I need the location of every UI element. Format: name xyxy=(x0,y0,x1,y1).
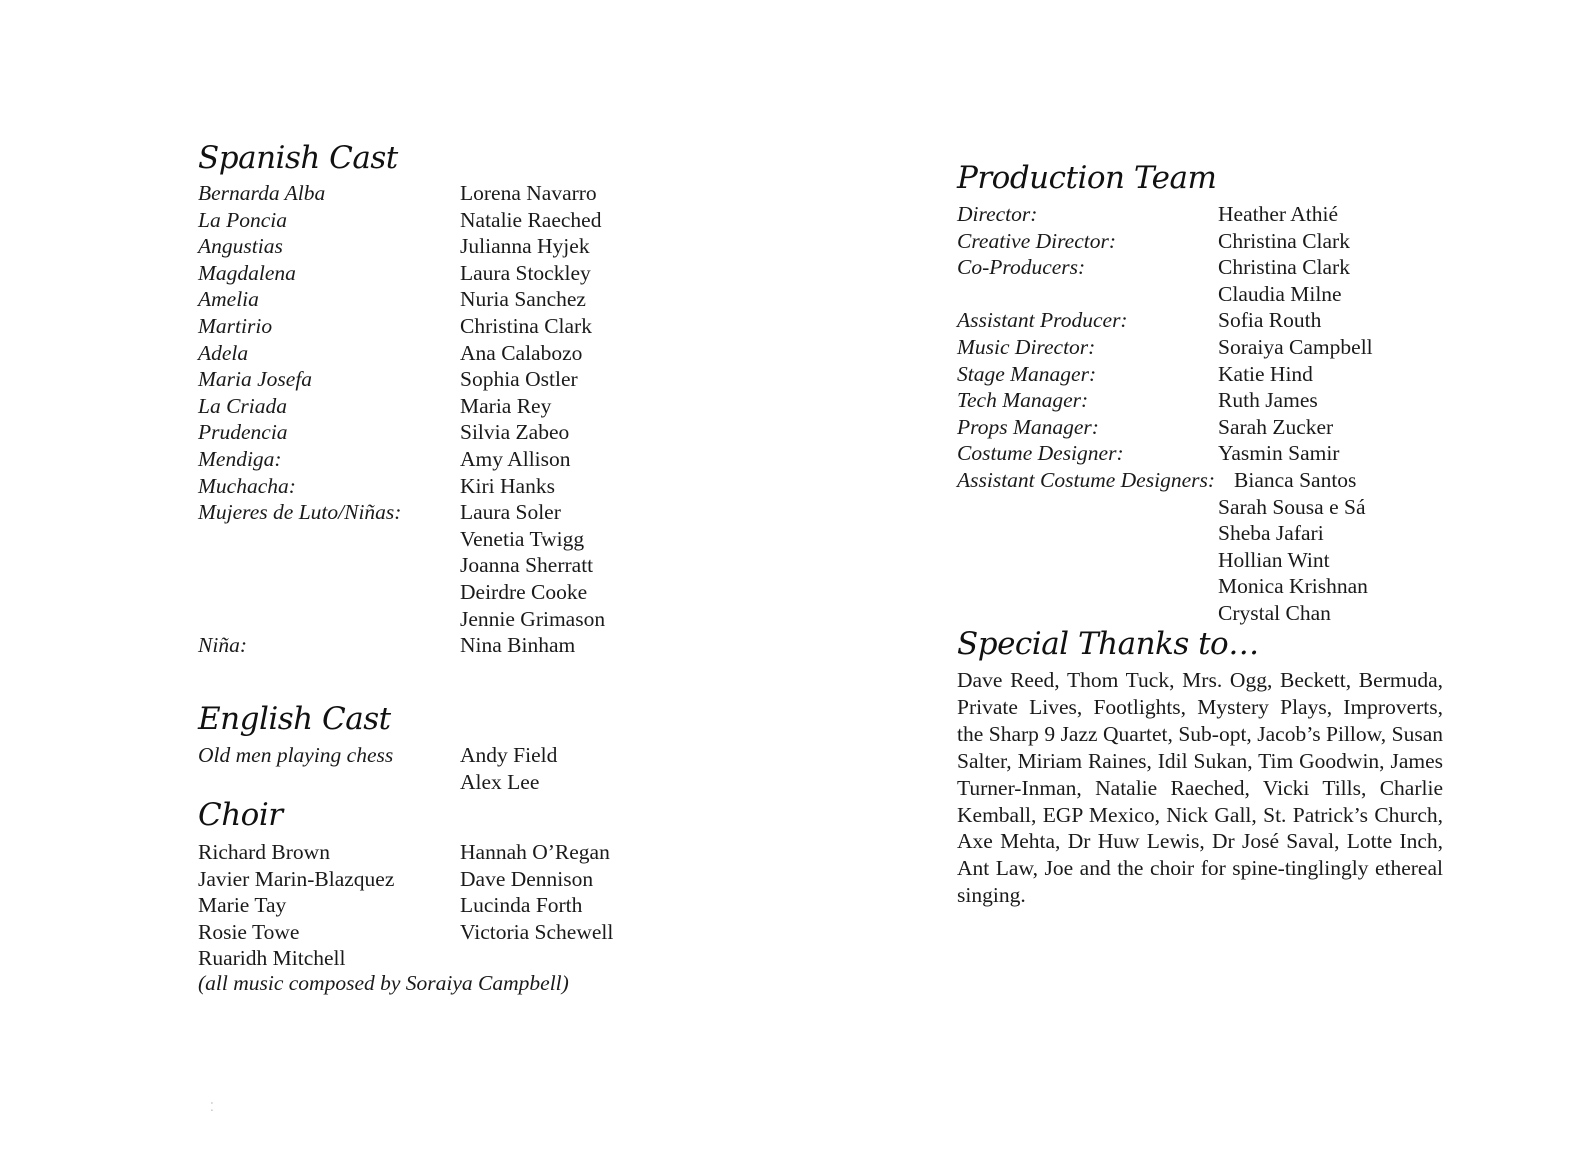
cast-role: Niña: xyxy=(198,633,247,658)
cast-row xyxy=(198,526,638,553)
crew-row xyxy=(957,307,1427,334)
cast-name: Lorena Navarro xyxy=(460,181,597,205)
cast-name: Nina Binham xyxy=(460,633,576,658)
cast-role: Mendiga: xyxy=(198,446,282,471)
cast-role: Bernarda Alba xyxy=(198,181,326,205)
choir-row xyxy=(198,839,638,866)
cast-role: Angustias xyxy=(198,234,283,259)
cast-role: Prudencia xyxy=(198,420,288,445)
crew-row xyxy=(957,387,1427,414)
special-thanks-text: Dave Reed, Thom Tuck, Mrs. Ogg, Beckett, Bermuda, Private Lives, Footlights, Mystery Plays, Improverts, the Sharp 9 Jazz Quartet, Sub-opt, Jacob’s Pillow, Susan Salter, Miriam Raines, Idil Sukan, Tim Goodwin, James Turner-Inman, Natalie Raeched, Vicki Tills, Charlie Kemball, EGP Mexico, Nick Gall, St. Patrick’s Church, Axe Mehta, Dr Huw Lewis, Dr José Saval, Lotte Inch, Ant Law, Joe and the choir for spine-tinglingly ethereal singing. xyxy=(957,668,1443,908)
cast-name: Kiri Hanks xyxy=(460,473,555,498)
crew-row xyxy=(957,361,1427,388)
cast-name: Laura Soler xyxy=(460,500,561,525)
choir-member: Marie Tay xyxy=(198,893,287,918)
cast-role: Maria Josefa xyxy=(198,367,313,392)
cast-role: Old men playing chess xyxy=(198,743,394,767)
crew-name: Claudia Milne xyxy=(1218,281,1342,306)
choir-row xyxy=(198,892,638,919)
cast-row xyxy=(198,286,638,313)
cast-role: Amelia xyxy=(198,287,259,312)
crew-name: Sarah Sousa e Sá xyxy=(1218,494,1366,519)
cast-name: Ana Calabozo xyxy=(460,340,583,365)
crew-name: Sheba Jafari xyxy=(1218,521,1324,546)
spanish-cast-heading: Spanish Cast xyxy=(198,140,398,176)
crew-role: Co-Producers: xyxy=(957,255,1086,280)
cast-row xyxy=(198,632,638,659)
music-credit-note: (all music composed by Soraiya Campbell) xyxy=(198,971,569,995)
cast-role: La Poncia xyxy=(198,207,287,232)
crew-row xyxy=(957,334,1427,361)
scan-speck: ⁚ xyxy=(210,1100,214,1114)
spanish-cast-list xyxy=(198,180,638,659)
crew-role: Assistant Producer: xyxy=(957,308,1128,333)
cast-name: Laura Stockley xyxy=(460,260,591,285)
crew-role: Director: xyxy=(957,202,1038,226)
cast-role: Mujeres de Luto/Niñas: xyxy=(198,500,402,525)
special-thanks-heading: Special Thanks to… xyxy=(957,626,1259,662)
crew-row xyxy=(957,281,1427,308)
right-page xyxy=(790,0,1580,1176)
choir-member: Hannah O’Regan xyxy=(460,840,610,864)
cast-role: Adela xyxy=(198,340,249,365)
cast-name: Maria Rey xyxy=(460,393,552,418)
crew-name: Soraiya Campbell xyxy=(1218,334,1373,359)
cast-row xyxy=(198,769,638,796)
crew-role: Costume Designer: xyxy=(957,441,1124,466)
crew-name: Crystal Chan xyxy=(1218,600,1331,625)
cast-row xyxy=(198,313,638,340)
crew-row xyxy=(957,414,1427,441)
cast-name: Christina Clark xyxy=(460,313,592,338)
crew-name: Heather Athié xyxy=(1218,202,1338,226)
crew-name: Yasmin Samir xyxy=(1218,441,1340,466)
choir-member: Victoria Schewell xyxy=(460,919,614,944)
cast-name: Jennie Grimason xyxy=(460,606,606,631)
crew-role: Music Director: xyxy=(957,334,1096,359)
cast-row xyxy=(198,446,638,473)
cast-row xyxy=(198,340,638,367)
production-team-list xyxy=(957,201,1427,627)
choir-member: Rosie Towe xyxy=(198,919,300,944)
cast-row xyxy=(198,260,638,287)
cast-row xyxy=(198,419,638,446)
crew-row xyxy=(957,520,1427,547)
crew-row xyxy=(957,600,1427,627)
crew-role: Creative Director: xyxy=(957,228,1117,253)
crew-name: Hollian Wint xyxy=(1218,547,1330,572)
crew-name: Ruth James xyxy=(1218,388,1318,413)
cast-row xyxy=(198,742,638,769)
crew-role: Stage Manager: xyxy=(957,361,1097,386)
cast-role: Magdalena xyxy=(198,260,296,285)
choir-member: Lucinda Forth xyxy=(460,893,583,918)
cast-name: Nuria Sanchez xyxy=(460,287,586,312)
cast-row xyxy=(198,393,638,420)
cast-row xyxy=(198,207,638,234)
choir-row xyxy=(198,866,638,893)
choir-list xyxy=(198,839,638,972)
cast-name: Andy Field xyxy=(460,743,558,767)
cast-row xyxy=(198,233,638,260)
cast-name: Deirdre Cooke xyxy=(460,579,588,604)
crew-name: Christina Clark xyxy=(1218,255,1350,280)
crew-row xyxy=(957,573,1427,600)
cast-name: Natalie Raeched xyxy=(460,207,602,232)
cast-row xyxy=(198,366,638,393)
crew-row xyxy=(957,201,1427,228)
choir-row xyxy=(198,919,638,946)
choir-member: Ruaridh Mitchell xyxy=(198,946,346,971)
cast-name: Alex Lee xyxy=(460,769,540,794)
cast-role: Martirio xyxy=(198,313,273,338)
cast-name: Amy Allison xyxy=(460,446,571,471)
choir-member: Javier Marin-Blazquez xyxy=(198,866,395,891)
crew-name: Sarah Zucker xyxy=(1218,414,1334,439)
crew-row xyxy=(957,547,1427,574)
crew-name: Bianca Santos xyxy=(1234,467,1357,492)
cast-row xyxy=(198,499,638,526)
crew-row xyxy=(957,440,1427,467)
crew-name: Sofia Routh xyxy=(1218,308,1322,333)
cast-name: Julianna Hyjek xyxy=(460,234,590,259)
crew-name: Monica Krishnan xyxy=(1218,574,1368,599)
choir-member: Dave Dennison xyxy=(460,866,594,891)
crew-name: Christina Clark xyxy=(1218,228,1350,253)
choir-row xyxy=(198,945,638,972)
cast-role: La Criada xyxy=(198,393,288,418)
crew-role: Props Manager: xyxy=(957,414,1099,439)
cast-row xyxy=(198,552,638,579)
crew-row xyxy=(957,228,1427,255)
crew-name: Katie Hind xyxy=(1218,361,1313,386)
cast-row xyxy=(198,473,638,500)
crew-role: Assistant Costume Designers: xyxy=(957,467,1215,492)
cast-row xyxy=(198,180,638,207)
cast-name: Joanna Sherratt xyxy=(460,553,594,578)
crew-row xyxy=(957,254,1427,281)
crew-row xyxy=(957,494,1427,521)
choir-member: Richard Brown xyxy=(198,840,330,864)
production-team-heading: Production Team xyxy=(957,160,1217,196)
cast-name: Sophia Ostler xyxy=(460,367,578,392)
english-cast-heading: English Cast xyxy=(198,701,391,737)
crew-row xyxy=(957,467,1427,494)
choir-heading: Choir xyxy=(198,797,283,833)
cast-name: Silvia Zabeo xyxy=(460,420,570,445)
cast-row xyxy=(198,606,638,633)
english-cast-list xyxy=(198,742,638,795)
crew-role: Tech Manager: xyxy=(957,388,1089,413)
cast-role: Muchacha: xyxy=(198,473,296,498)
cast-name: Venetia Twigg xyxy=(460,526,585,551)
cast-row xyxy=(198,579,638,606)
